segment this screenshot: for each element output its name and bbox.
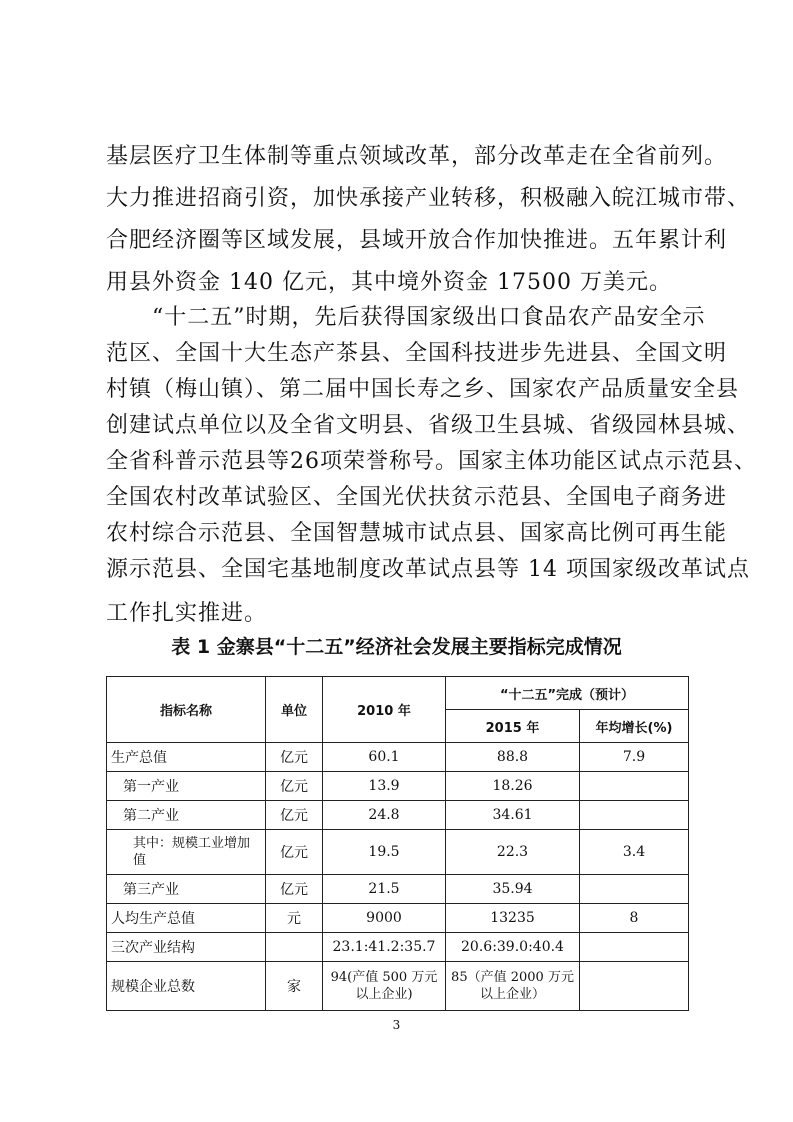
cell-2015: 88.8 bbox=[446, 743, 580, 772]
paragraph2-line-5: 全省科普示范县等26项荣誉称号。国家主体功能区试点示范县、 bbox=[106, 449, 757, 474]
table-row bbox=[107, 801, 689, 830]
cell-name: 生产总值 bbox=[107, 743, 266, 772]
cell-unit: 家 bbox=[266, 962, 323, 1011]
paragraph1-line-3: 合肥经济圈等区域发展，县域开放合作加快推进。五年累计利 bbox=[106, 228, 728, 253]
paragraph1-line-1: 基层医疗卫生体制等重点领域改革，部分改革走在全省前列。 bbox=[106, 144, 728, 169]
header-growth: 年均增长(%) bbox=[580, 710, 689, 743]
paragraph1-line-2: 大力推进招商引资，加快承接产业转移，积极融入皖江城市带、 bbox=[106, 186, 751, 211]
cell-growth: 7.9 bbox=[580, 743, 689, 772]
header-2010: 2010 年 bbox=[323, 677, 446, 743]
cell-2015: 18.26 bbox=[446, 772, 580, 801]
header-unit: 单位 bbox=[266, 677, 323, 743]
cell-name: 其中：规模工业增加值 bbox=[107, 830, 266, 875]
cell-2015: 85（产值 2000 万元以上企业） bbox=[446, 962, 580, 1011]
cell-unit: 亿元 bbox=[266, 801, 323, 830]
paragraph2-line-8: 源示范县、全国宅基地制度改革试点县等 14 项国家级改革试点 bbox=[106, 557, 750, 582]
cell-2015: 34.61 bbox=[446, 801, 580, 830]
paragraph2-line-9: 工作扎实推进。 bbox=[106, 601, 268, 626]
cell-2010: 13.9 bbox=[323, 772, 446, 801]
cell-growth: 8 bbox=[580, 904, 689, 933]
cell-growth bbox=[580, 962, 689, 1011]
cell-2010: 9000 bbox=[323, 904, 446, 933]
cell-name: 第三产业 bbox=[107, 875, 266, 904]
paragraph2-line-2: 范区、全国十大生态产茶县、全国科技进步先进县、全国文明 bbox=[106, 341, 728, 366]
cell-unit: 亿元 bbox=[266, 743, 323, 772]
cell-unit: 亿元 bbox=[266, 875, 323, 904]
cell-2010: 19.5 bbox=[323, 830, 446, 875]
cell-growth bbox=[580, 875, 689, 904]
cell-unit: 亿元 bbox=[266, 772, 323, 801]
table-title: 表 1 金寨县“十二五”经济社会发展主要指标完成情况 bbox=[171, 636, 622, 658]
cell-growth bbox=[580, 933, 689, 962]
cell-2010: 23.1:41.2:35.7 bbox=[323, 933, 446, 962]
paragraph2-line-1: “十二五”时期，先后获得国家级出口食品农产品安全示 bbox=[152, 305, 706, 330]
cell-growth: 3.4 bbox=[580, 830, 689, 875]
cell-growth bbox=[580, 801, 689, 830]
cell-name: 第一产业 bbox=[107, 772, 266, 801]
cell-name: 第二产业 bbox=[107, 801, 266, 830]
table-row bbox=[107, 933, 689, 962]
cell-2010: 60.1 bbox=[323, 743, 446, 772]
table-row bbox=[107, 904, 689, 933]
cell-2015: 22.3 bbox=[446, 830, 580, 875]
table-row bbox=[107, 830, 689, 875]
cell-2010: 24.8 bbox=[323, 801, 446, 830]
table-row bbox=[107, 772, 689, 801]
cell-unit: 元 bbox=[266, 904, 323, 933]
table-row bbox=[107, 875, 689, 904]
cell-2010: 21.5 bbox=[323, 875, 446, 904]
cell-unit: 亿元 bbox=[266, 830, 323, 875]
page-number: 3 bbox=[392, 1018, 401, 1032]
cell-name: 人均生产总值 bbox=[107, 904, 266, 933]
header-group: “十二五”完成（预计） bbox=[446, 677, 689, 710]
paragraph2-line-7: 农村综合示范县、全国智慧城市试点县、国家高比例可再生能 bbox=[106, 521, 728, 546]
paragraph2-line-4: 创建试点单位以及全省文明县、省级卫生县城、省级园林县城、 bbox=[106, 413, 751, 438]
cell-unit bbox=[266, 933, 323, 962]
header-name: 指标名称 bbox=[107, 677, 266, 743]
cell-name: 规模企业总数 bbox=[107, 962, 266, 1011]
header-2015: 2015 年 bbox=[446, 710, 580, 743]
table-row bbox=[107, 743, 689, 772]
cell-2015: 35.94 bbox=[446, 875, 580, 904]
cell-growth bbox=[580, 772, 689, 801]
indicator-table bbox=[106, 676, 689, 1011]
paragraph1-line-4: 用县外资金 140 亿元，其中境外资金 17500 万美元。 bbox=[106, 270, 672, 295]
paragraph2-line-3: 村镇（梅山镇）、第二届中国长寿之乡、国家农产品质量安全县 bbox=[106, 377, 740, 402]
cell-2010: 94(产值 500 万元以上企业) bbox=[323, 962, 446, 1011]
cell-name: 三次产业结构 bbox=[107, 933, 266, 962]
cell-2015: 13235 bbox=[446, 904, 580, 933]
cell-2015: 20.6:39.0:40.4 bbox=[446, 933, 580, 962]
paragraph2-line-6: 全国农村改革试验区、全国光伏扶贫示范县、全国电子商务进 bbox=[106, 485, 728, 510]
table-row bbox=[107, 962, 689, 1011]
